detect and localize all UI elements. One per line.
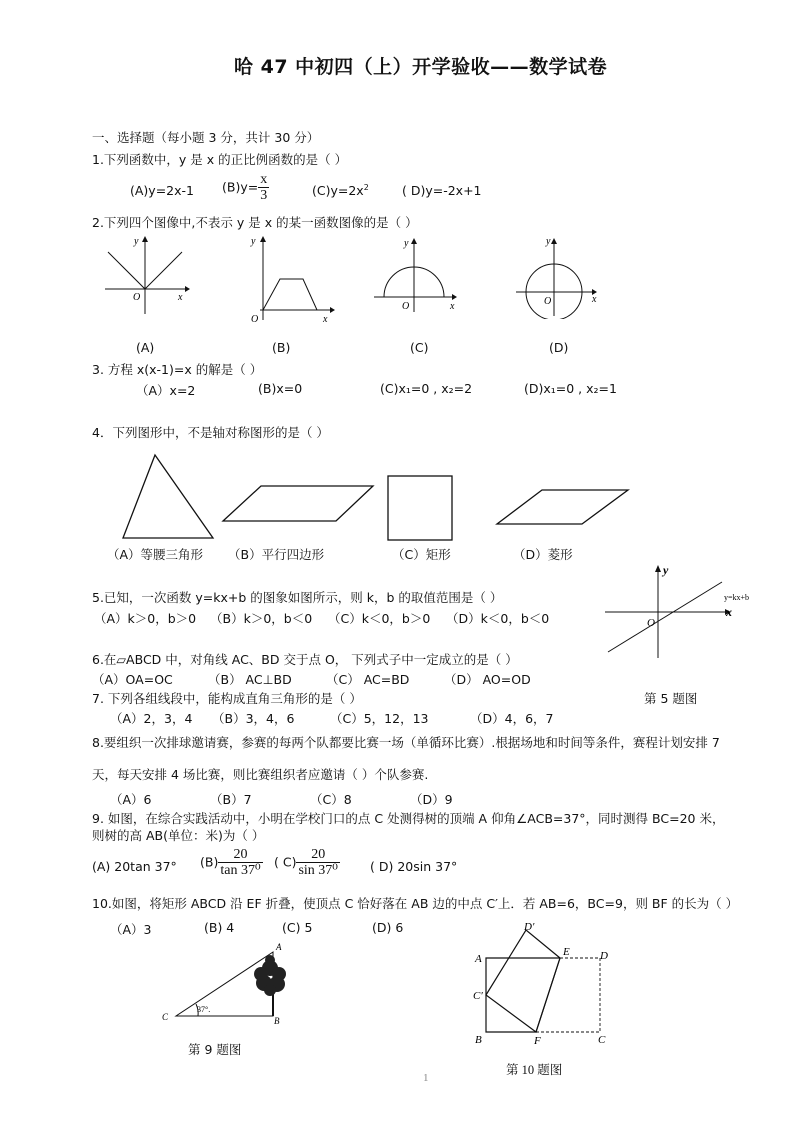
svg-text:x: x [592,294,597,305]
question-6-stem: 6.在▱ABCD 中，对角线 AC、BD 交于点 O， 下列式子中一定成立的是（ ） [92,652,518,667]
q10-point-d: D [600,950,608,962]
question-9-option-d: ( D) 20sin 37° [370,859,458,874]
isosceles-triangle-figure [118,452,218,542]
question-9-figure-caption: 第 9 题图 [188,1042,242,1057]
q10-point-c: C [598,1034,606,1046]
question-3-option-a: （A）x=2 [136,383,196,398]
graph-d [512,234,607,319]
svg-text:x: x [323,314,328,324]
question-8-stem-line1: 8.要组织一次排球邀请赛，参赛的每两个队都要比赛一场（单循环比赛）.根据场地和时间等条件，赛程计划安排 7 [92,735,720,750]
graph-c-label: (C) [410,340,429,355]
q5-origin: O [647,617,655,629]
question-3-option-d: (D)x₁=0 , x₂=1 [524,381,617,396]
axis-y-label: y [134,236,139,247]
graph-b [245,234,340,324]
question-6-option-b: （B） AC⊥BD [208,672,292,687]
question-8-option-b: （B）7 [210,792,252,807]
origin-label: O [133,292,141,303]
question-5-option-a: （A）k＞0，b＞0 [94,611,197,626]
question-10-figure [470,918,620,1048]
question-5-figure-caption: 第 5 题图 [644,691,698,706]
q10-point-f: F [534,1035,541,1047]
axis-x-label: x [178,292,183,303]
q5-axis-y: y [663,563,669,577]
q9-point-b: B [274,1016,280,1026]
graph-b-label: (B) [272,340,291,355]
question-1-option-b: (B)y= $\frac{x}{3}$ [222,172,268,204]
graph-c [370,234,465,319]
question-9-stem-line2: 则树的高 AB(单位：米)为（ ） [92,828,265,843]
question-7-option-d: （D）4，6，7 [470,711,554,726]
question-6-option-a: （A）OA=OC [92,672,173,687]
question-10-option-d: (D) 6 [372,920,404,935]
question-9-stem-line1: 9. 如图，在综合实践活动中，小明在学校门口的点 C 处测得树的顶端 A 仰角∠ACB=37°，同时测得 BC=20 米， [92,811,725,826]
question-6-option-d: （D） AO=OD [444,672,531,687]
question-7-option-a: （A）2，3，4 [110,711,193,726]
q9-point-c: C [162,1012,169,1022]
question-8-option-c: （C）8 [310,792,352,807]
rectangle-figure [384,474,456,544]
question-4-option-b: （B）平行四边形 [228,547,325,562]
question-1-option-a: (A)y=2x-1 [130,183,194,198]
question-9-option-a: (A) 20tan 37° [92,859,177,874]
question-8-option-a: （A）6 [110,792,152,807]
q10-point-c-prime: C′ [473,990,483,1002]
question-10-stem: 10.如图，将矩形 ABCD 沿 EF 折叠，使顶点 C 恰好落在 AB 边的中点 C′上．若 AB=6，BC=9，则 BF 的长为（ ） [92,896,739,911]
graph-a [100,234,195,319]
svg-text:y: y [251,236,256,247]
question-2-stem: 2.下列四个图像中,不表示 y 是 x 的某一函数图像的是（ ） [92,215,418,230]
question-1-option-d: ( D)y=-2x+1 [402,183,482,198]
question-8-stem-line2: 天，每天安排 4 场比赛，则比赛组织者应邀请（ ）个队参赛. [92,767,429,782]
question-10-figure-caption: 第 10 题图 [506,1063,563,1077]
question-4-option-c: （C）矩形 [392,547,451,562]
question-4-option-d: （D）菱形 [513,547,573,562]
question-3-option-c: (C)x₁=0 , x₂=2 [380,381,473,396]
q10-point-b: B [475,1034,482,1046]
q9-point-a: A [276,942,282,952]
question-7-stem: 7. 下列各组线段中，能构成直角三角形的是（ ） [92,691,362,706]
question-10-option-b: (B) 4 [204,920,235,935]
question-4-stem: 4．下列图形中，不是轴对称图形的是（ ） [92,425,329,440]
question-4-option-a: （A）等腰三角形 [107,547,204,562]
question-8-option-d: （D）9 [410,792,453,807]
q10-point-a: A [475,953,482,965]
graph-a-label: (A) [136,340,155,355]
question-6-option-c: （C） AC=BD [326,672,410,687]
svg-text:y: y [404,238,409,249]
question-5-option-b: （B）k＞0，b＜0 [210,611,313,626]
question-5-stem: 5.已知，一次函数 y=kx+b 的图象如图所示，则 k，b 的取值范围是（ ） [92,590,503,605]
question-3-option-b: (B)x=0 [258,381,303,396]
question-9-figure [158,938,298,1026]
question-1-option-c: $(C)y=2x^2$ [312,183,369,199]
question-5-option-c: （C）k＜0，b＞0 [328,611,431,626]
question-5-figure [600,560,770,660]
question-7-option-b: （B）3，4，6 [212,711,295,726]
svg-text:O: O [251,314,259,324]
rhombus-figure [492,486,632,528]
svg-text:O: O [544,296,552,307]
q9-angle-label: 37°. [197,1005,211,1014]
page-number: 1 [423,1072,429,1084]
question-10-option-c: (C) 5 [282,920,313,935]
q5-axis-x: x [726,605,732,619]
section-heading: 一、选择题（每小题 3 分，共计 30 分） [92,130,320,145]
svg-text:y: y [546,236,551,247]
question-3-stem: 3. 方程 x(x-1)=x 的解是（ ） [92,362,263,377]
page-title: 哈 47 中初四（上）开学验收——数学试卷 [234,56,608,78]
graph-d-label: (D) [549,340,569,355]
question-1-stem: 1.下列函数中，y 是 x 的正比例函数的是（ ） [92,152,348,167]
question-5-option-d: （D）k＜0，b＜0 [446,611,550,626]
q10-point-d-prime: D′ [524,921,535,933]
question-9-option-b: (B) $\frac{20}{\text{tan 37⁰}}$ [200,847,261,879]
question-10-option-a: （A）3 [110,922,152,937]
question-9-option-c: ( C) $\frac{20}{\text{sin 37⁰}}$ [274,847,338,879]
question-7-option-c: （C）5，12，13 [330,711,429,726]
q10-point-e: E [563,946,570,958]
parallelogram-figure [218,476,378,526]
svg-text:x: x [450,301,455,312]
q5-line-label: y=kx+b [724,593,750,602]
svg-text:O: O [402,301,410,312]
